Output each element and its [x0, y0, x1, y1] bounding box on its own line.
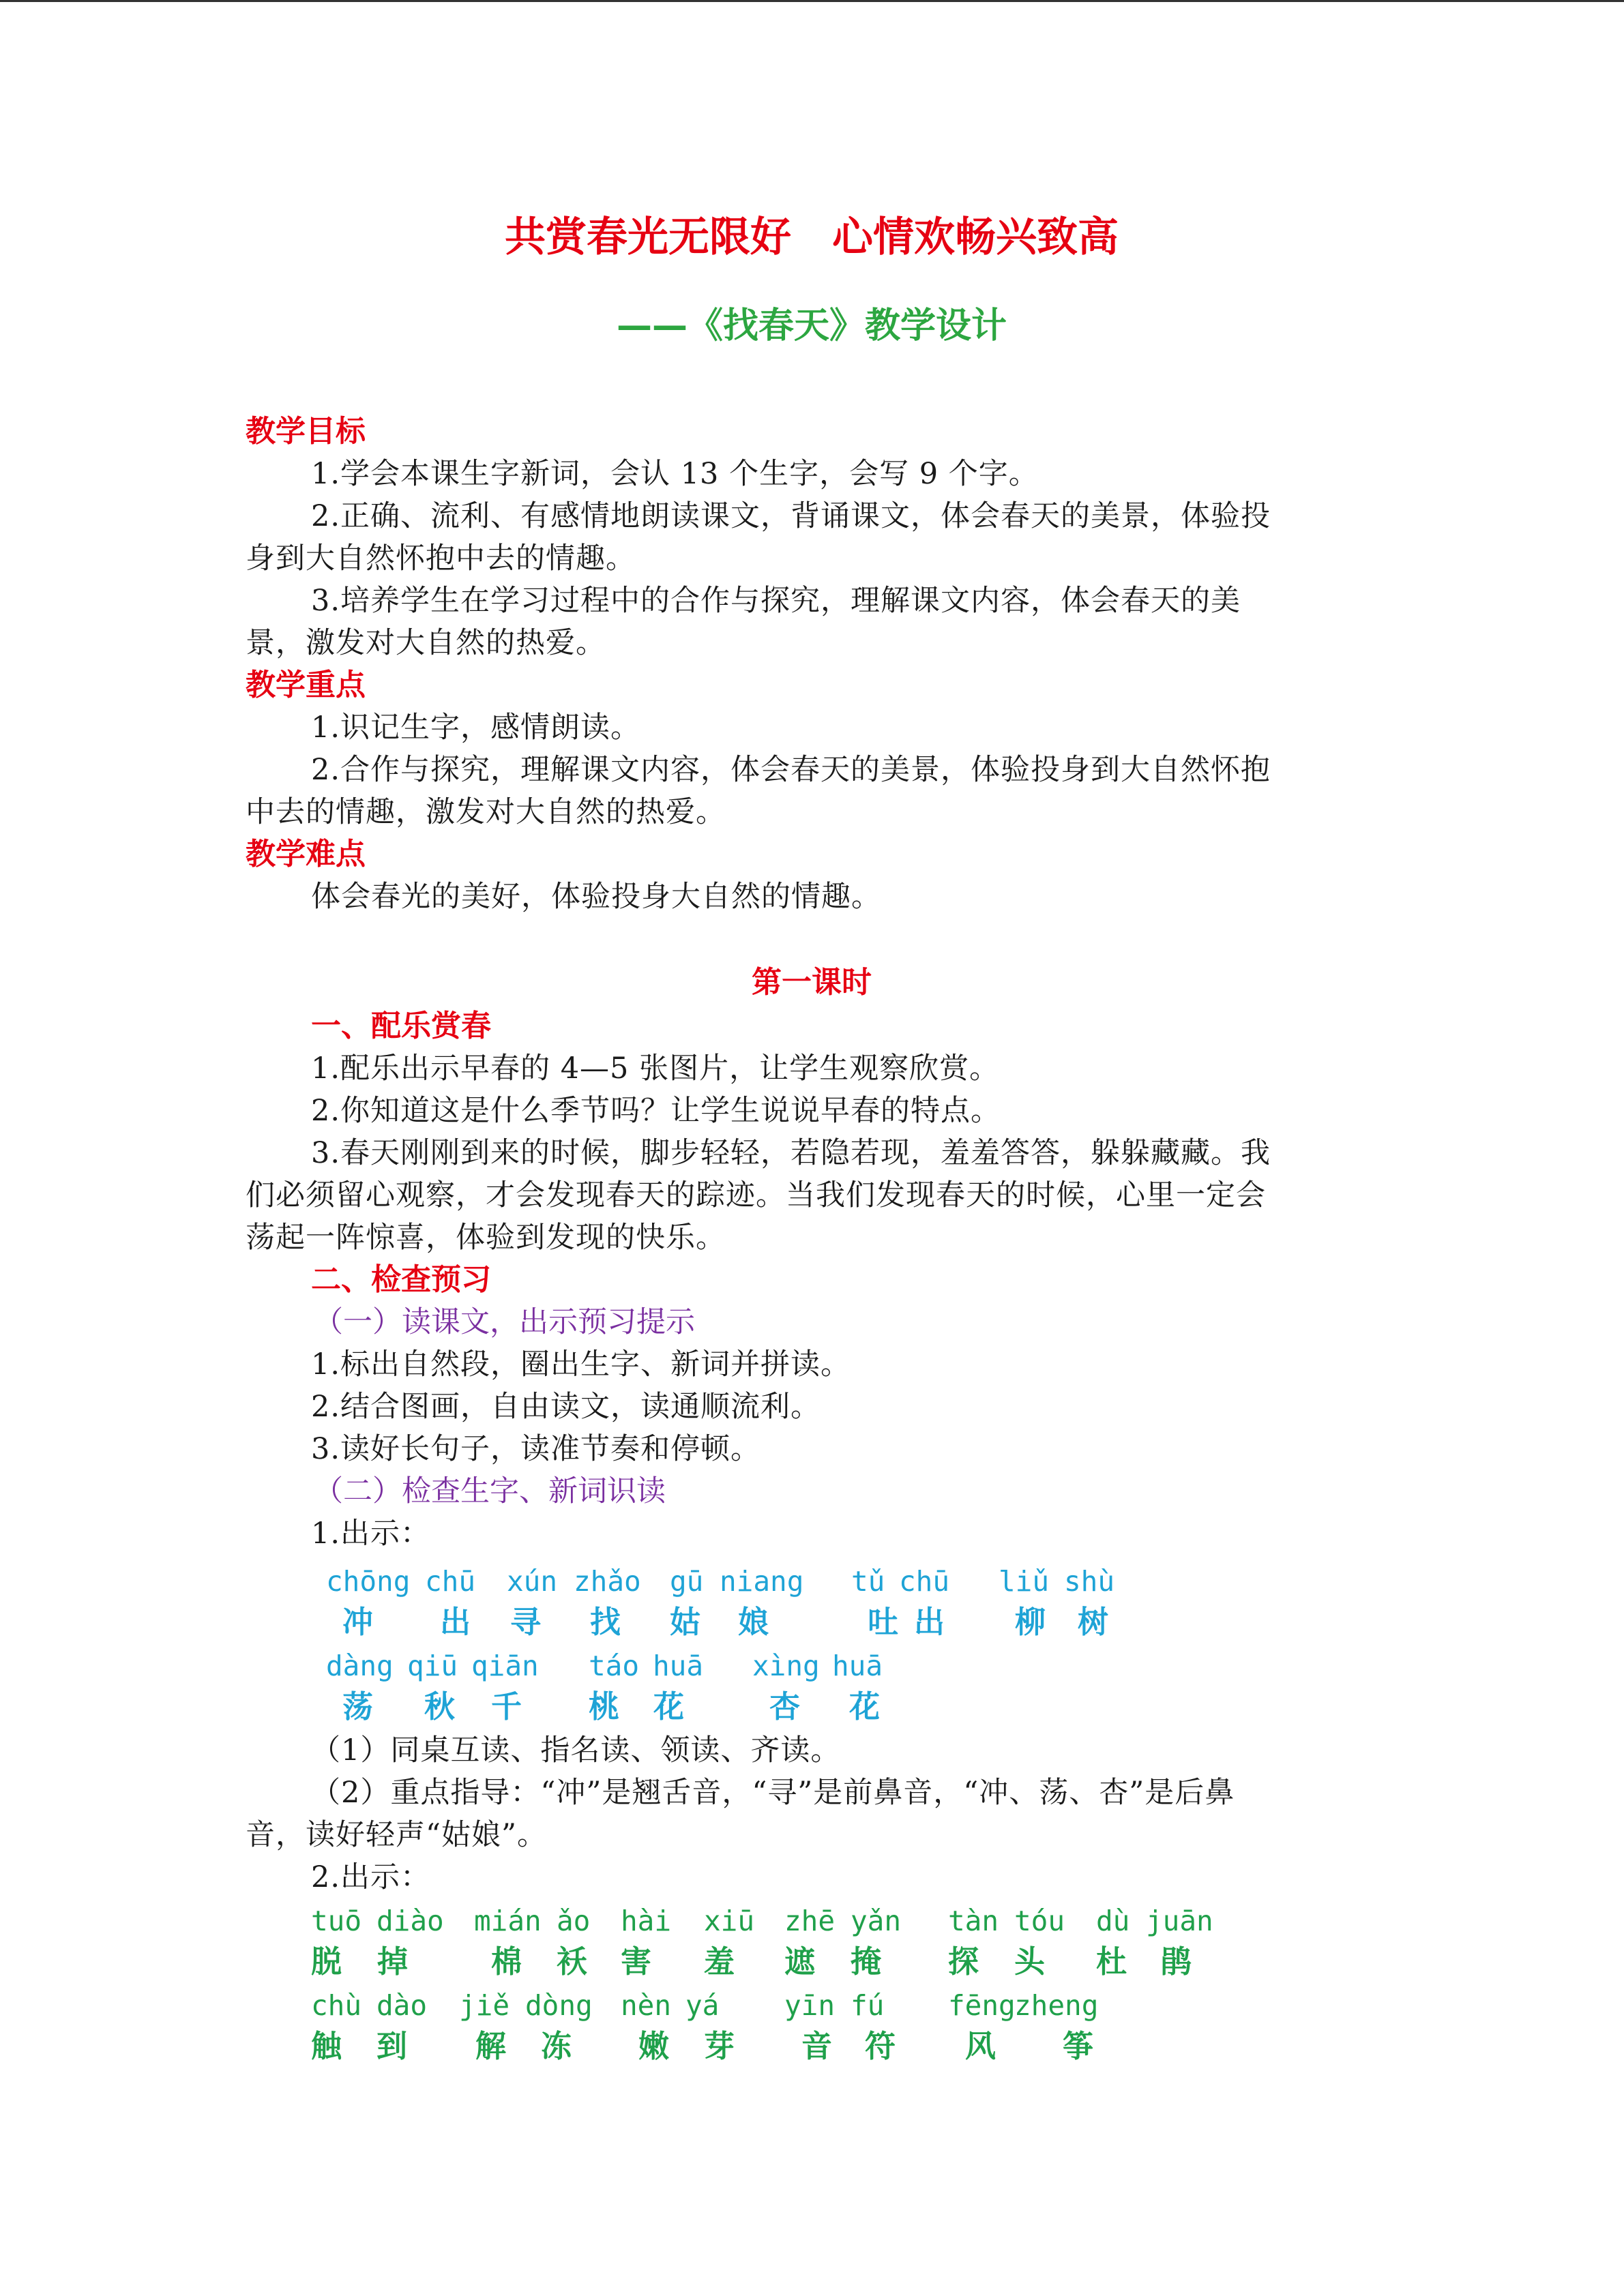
hanzi: 触 — [311, 2028, 342, 2064]
hanzi: 符 — [865, 2028, 896, 2064]
pinyin: ǎo — [557, 1905, 591, 1937]
pinyin: tuō — [311, 1905, 362, 1937]
pinyin: dòng — [525, 1989, 593, 2022]
goals-line-3b: 景，激发对大自然的热爱。 — [246, 626, 606, 660]
hanzi: 杏 — [769, 1688, 801, 1725]
hanzi: 树 — [1078, 1604, 1109, 1640]
pinyin: diào — [377, 1905, 444, 1937]
hanzi: 害 — [621, 1943, 652, 1980]
vocab-2-pinyin-row-b — [246, 1984, 1378, 2027]
s1-line-1: 1.配乐出示早春的 4—5 张图片，让学生观察欣赏。 — [311, 1052, 1000, 1086]
pinyin: chōng — [326, 1565, 411, 1598]
hanzi: 鹃 — [1161, 1943, 1192, 1980]
hanzi: 脱 — [311, 1943, 342, 1980]
hanzi: 遮 — [784, 1943, 816, 1980]
section-1-heading: 一、配乐赏春 — [311, 1009, 491, 1043]
pinyin: tàn — [948, 1905, 999, 1937]
note-1: （1）同桌互读、指名读、领读、齐读。 — [311, 1733, 841, 1768]
hanzi: 袄 — [557, 1943, 588, 1980]
hanzi: 棉 — [491, 1943, 522, 1980]
hanzi: 芽 — [704, 2028, 735, 2064]
pinyin: fēng — [948, 1989, 1016, 2022]
hanzi: 掉 — [377, 1943, 409, 1980]
hanzi: 头 — [1014, 1943, 1046, 1980]
vocab-1-pinyin-row-b — [246, 1645, 1378, 1687]
pinyin: huā — [832, 1650, 883, 1682]
hanzi: 到 — [377, 2028, 408, 2064]
difficulty-heading: 教学难点 — [246, 837, 366, 871]
pinyin: dào — [377, 1989, 428, 2022]
hanzi: 嫩 — [638, 2028, 670, 2064]
pinyin: hài — [621, 1905, 672, 1937]
hanzi: 姑 — [670, 1604, 701, 1640]
pinyin: huā — [653, 1650, 704, 1682]
goals-line-3a: 3.培养学生在学习过程中的合作与探究，理解课文内容，体会春天的美 — [311, 584, 1241, 618]
page-top-border — [0, 0, 1624, 2]
hanzi: 冻 — [541, 2028, 572, 2064]
s1-line-3a: 3.春天刚刚到来的时候，脚步轻轻，若隐若现，羞羞答答，躲躲藏藏。我 — [311, 1136, 1271, 1170]
s1-line-3b: 们必须留心观察，才会发现春天的踪迹。当我们发现春天的时候，心里一定会 — [246, 1178, 1266, 1212]
pinyin: zhē — [784, 1905, 836, 1937]
pinyin: xìng — [752, 1650, 820, 1682]
key-heading: 教学重点 — [246, 668, 366, 702]
hanzi: 风 — [965, 2028, 996, 2064]
hanzi: 吐 — [868, 1604, 899, 1640]
pinyin: zhǎo — [574, 1565, 641, 1598]
main-title: 共赏春光无限好 心情欢畅兴致高 — [505, 213, 1119, 261]
hanzi: 羞 — [704, 1943, 735, 1980]
part-2-heading: （二）检查生字、新词识读 — [314, 1474, 666, 1508]
pinyin: chù — [311, 1989, 362, 2022]
subtitle: ——《找春天》教学设计 — [616, 305, 1007, 346]
hanzi: 娘 — [738, 1604, 769, 1640]
p1-line-1: 1.标出自然段，圈出生字、新词并拼读。 — [311, 1347, 851, 1382]
hanzi: 千 — [491, 1688, 522, 1725]
goals-line-2a: 2.正确、流利、有感情地朗读课文，背诵课文，体会春天的美景，体验投 — [311, 499, 1271, 533]
s1-line-2: 2.你知道这是什么季节吗？让学生说说早春的特点。 — [311, 1094, 1001, 1128]
pinyin: fú — [851, 1989, 885, 2022]
pinyin: xiū — [704, 1905, 755, 1937]
pinyin: chū — [899, 1565, 950, 1598]
vocab-1-hanzi-row-b — [246, 1686, 1378, 1728]
pinyin: tǔ — [851, 1565, 885, 1598]
pinyin: zheng — [1014, 1989, 1099, 2022]
pinyin: mián — [474, 1905, 542, 1937]
pinyin: niang — [720, 1565, 804, 1598]
part-1-heading: （一）读课文，出示预习提示 — [314, 1305, 695, 1339]
goals-heading: 教学目标 — [246, 414, 366, 449]
pinyin: yá — [685, 1989, 720, 2022]
pinyin: dàng — [326, 1650, 394, 1682]
pinyin: qiān — [471, 1650, 539, 1682]
pinyin: jiě — [459, 1989, 510, 2022]
hanzi: 音 — [801, 2028, 833, 2064]
hanzi: 桃 — [589, 1688, 620, 1725]
show-1-label: 1.出示： — [311, 1517, 431, 1551]
pinyin: yīn — [784, 1989, 836, 2022]
hanzi: 筝 — [1063, 2028, 1094, 2064]
vocab-2-hanzi-row-b — [246, 2025, 1378, 2068]
hanzi: 荡 — [342, 1688, 374, 1725]
pinyin: qiū — [407, 1650, 458, 1682]
note-2b: 音，读好轻声“姑娘”。 — [246, 1818, 547, 1852]
p1-line-3: 3.读好长句子，读准节奏和停顿。 — [311, 1432, 761, 1466]
goals-line-1: 1.学会本课生字新词，会认 13 个生字，会写 9 个字。 — [311, 457, 1039, 491]
vocab-1-hanzi-row-a — [246, 1601, 1378, 1643]
pinyin: juān — [1146, 1905, 1213, 1937]
pinyin: nèn — [621, 1989, 672, 2022]
hanzi: 杜 — [1096, 1943, 1127, 1980]
pinyin: yǎn — [851, 1905, 902, 1937]
p1-line-2: 2.结合图画，自由读文，读通顺流利。 — [311, 1390, 821, 1424]
pinyin: chū — [425, 1565, 476, 1598]
hanzi: 找 — [590, 1604, 621, 1640]
goals-line-2b: 身到大自然怀抱中去的情趣。 — [246, 541, 636, 576]
note-2a: （2）重点指导：“冲”是翘舌音，“寻”是前鼻音，“冲、荡、杏”是后鼻 — [311, 1776, 1235, 1810]
key-line-2a: 2.合作与探究，理解课文内容，体会春天的美景，体验投身到大自然怀抱 — [311, 753, 1271, 787]
section-2-heading: 二、检查预习 — [311, 1262, 491, 1297]
hanzi: 柳 — [1015, 1604, 1046, 1640]
hanzi: 解 — [475, 2028, 507, 2064]
key-line-1: 1.识记生字，感情朗读。 — [311, 711, 641, 745]
hanzi: 花 — [653, 1688, 685, 1725]
s1-line-3c: 荡起一阵惊喜，体验到发现的快乐。 — [246, 1221, 726, 1255]
hanzi: 秋 — [424, 1688, 456, 1725]
hanzi: 冲 — [342, 1604, 374, 1640]
vocab-2-hanzi-row-a — [246, 1941, 1378, 1983]
pinyin: táo — [589, 1650, 640, 1682]
pinyin: gū — [670, 1565, 704, 1598]
vocab-2-pinyin-row-a — [246, 1900, 1378, 1942]
pinyin: dù — [1096, 1905, 1130, 1937]
pinyin: tóu — [1014, 1905, 1065, 1937]
vocab-1-pinyin-row-a — [246, 1560, 1378, 1602]
pinyin: shù — [1064, 1565, 1115, 1598]
hanzi: 寻 — [510, 1604, 542, 1640]
hanzi: 出 — [440, 1604, 471, 1640]
hanzi: 花 — [849, 1688, 881, 1725]
pinyin: xún — [507, 1565, 558, 1598]
show-2-label: 2.出示： — [311, 1860, 431, 1894]
lesson-heading: 第一课时 — [752, 965, 872, 1000]
difficulty-line-1: 体会春光的美好，体验投身大自然的情趣。 — [311, 880, 881, 914]
hanzi: 探 — [948, 1943, 979, 1980]
hanzi: 掩 — [851, 1943, 882, 1980]
key-line-2b: 中去的情趣，激发对大自然的热爱。 — [246, 795, 726, 829]
pinyin: liǔ — [999, 1565, 1050, 1598]
hanzi: 出 — [914, 1604, 945, 1640]
